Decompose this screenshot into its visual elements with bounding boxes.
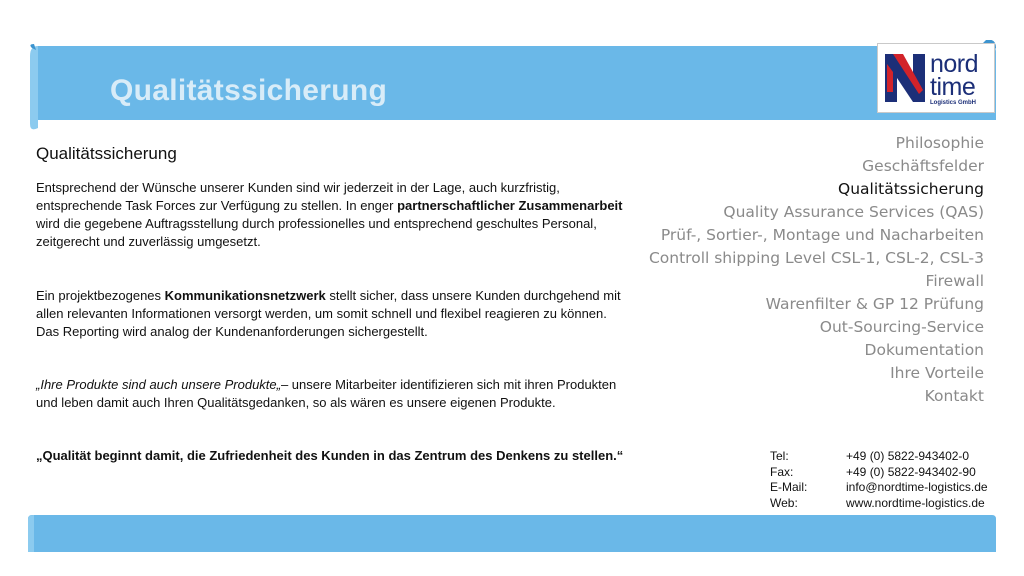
contact-email-link[interactable]: info@nordtime-logistics.de (846, 480, 988, 494)
contact-label: Fax: (770, 464, 794, 479)
footer-banner-shape (28, 515, 996, 552)
nav-item-out-sourcing[interactable]: Out-Sourcing-Service (819, 318, 984, 336)
logo-text-time: time (930, 73, 976, 101)
nav-item-firewall[interactable]: Firewall (925, 272, 984, 290)
contact-web-link[interactable]: www.nordtime-logistics.de (846, 495, 985, 510)
contact-label: Tel: (770, 449, 789, 463)
p3-text-italic: „Ihre Produkte sind auch unsere Produkte„ (36, 377, 281, 392)
contact-label: E-Mail: (770, 480, 808, 494)
nav-item-warenfilter[interactable]: Warenfilter & GP 12 Prüfung (765, 295, 984, 313)
section-heading: Qualitätssicherung (36, 144, 177, 163)
logo-n-icon (883, 52, 929, 106)
contact-fax: +49 (0) 5822-943402-90 (846, 464, 976, 479)
nav-item-geschaeftsfelder[interactable]: Geschäftsfelder (862, 157, 984, 175)
p1-text-bold: partnerschaftlicher Zusammenarbeit (397, 198, 623, 213)
company-logo (877, 43, 995, 113)
p2-text-a: Ein projektbezogenes (36, 288, 165, 303)
contact-info (770, 449, 988, 511)
p2-text-bold: Kommunikationsnetzwerk (164, 288, 326, 303)
p3-text-b: – unsere Mitarbeiter identifizieren sich mit ihren Produkten und leben damit auch Ihren Qualitätsgedanken, so als wären es unsere eigenen Produkte. (36, 377, 617, 410)
contact-row-email (770, 480, 988, 496)
footer-banner (28, 515, 996, 552)
p2-text-c: stellt sicher, dass unsere Kunden durchgehend mit allen relevanten Informationen versorgt werden, um somit schnell und flexibel reagieren zu können. Das Reporting wird analog der Kundenanforderungen sichergestellt. (36, 288, 621, 339)
paragraph-products (36, 376, 626, 412)
nav-item-ihre-vorteile[interactable]: Ihre Vorteile (890, 364, 984, 382)
nav-item-dokumentation[interactable]: Dokumentation (864, 341, 984, 359)
contact-phone: +49 (0) 5822-943402-0 (846, 449, 970, 463)
nav-item-philosophie[interactable]: Philosophie (895, 134, 984, 152)
quality-quote: „Qualität beginnt damit, die Zufriedenheit des Kunden in das Zentrum des Denkens zu stellen.“ (36, 448, 624, 463)
logo-subtitle: Logistics GmbH (930, 100, 977, 106)
nav-item-controll-shipping[interactable]: Controll shipping Level CSL-1, CSL-2, CSL-3 (648, 249, 984, 267)
paragraph-communication (36, 287, 626, 341)
logo-text-nord: nord (930, 50, 979, 78)
nav-item-qualitaetssicherung[interactable]: Qualitätssicherung (838, 180, 984, 198)
nav-item-qas[interactable]: Quality Assurance Services (QAS) (723, 203, 984, 221)
section-navigation (649, 132, 984, 408)
contact-label: Web: (770, 495, 798, 510)
contact-row-tel (770, 449, 988, 465)
contact-row-fax (770, 465, 988, 481)
nav-item-pruef-sortier[interactable]: Prüf-, Sortier-, Montage und Nacharbeiten (660, 226, 984, 244)
page-title: Qualitätssicherung (110, 74, 388, 107)
p1-text-a: Entsprechend der Wünsche unserer Kunden sind wir jederzeit in der Lage, auch kurzfristig, entsprechende Task Forces zur Verfügung zu stellen. In enger (36, 180, 560, 213)
p1-text-c: wird die gegebene Auftragsstellung durch professionelles und entsprechend geschultes Personal, zeitgerecht und zuverlässig umgesetzt. (36, 216, 597, 249)
nav-item-kontakt[interactable]: Kontakt (924, 387, 984, 405)
paragraph-task-forces (36, 179, 626, 251)
contact-row-web (770, 496, 988, 512)
